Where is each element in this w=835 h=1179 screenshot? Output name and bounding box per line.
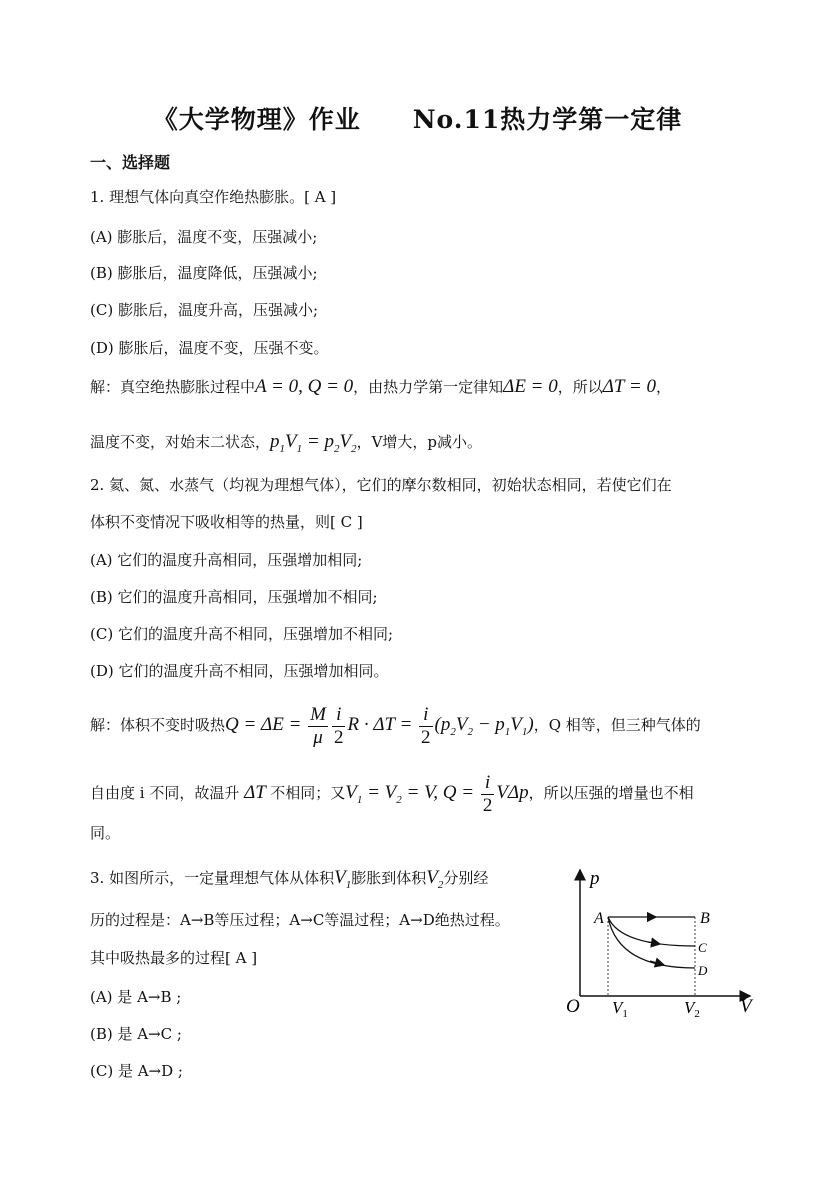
q2-sol-prefix: 解：体积不变时吸热	[90, 716, 226, 734]
q2-sol2-c: ，所以压强的增量也不相	[528, 784, 694, 802]
q2-option-c: (C) 它们的温度升高不相同，压强增加不相同;	[90, 625, 394, 643]
q2-frac-i-2b: $\frac{i}{2}$	[421, 703, 431, 748]
q1-stem: 1. 理想气体向真空作绝热膨胀。[ A ]	[90, 188, 337, 206]
q2-option-b: (B) 它们的温度升高相同，压强增加不相同;	[90, 588, 378, 606]
q1-option-d: (D) 膨胀后，温度不变，压强不变。	[90, 339, 329, 357]
q1-sol-mid: ，由热力学第一定律知	[353, 378, 504, 396]
section-heading: 一、选择题	[90, 153, 171, 172]
q1-eq-aq: A = 0, Q = 0	[255, 376, 354, 397]
point-a-label: A	[594, 910, 604, 927]
q2-sol-tail: ，Q 相等，但三种气体的	[533, 716, 701, 734]
q3-stem1c: 分别经	[443, 869, 489, 887]
page-title: 《大学物理》作业 No.11热力学第一定律	[152, 105, 683, 134]
q2-stem-line1: 2. 氦、氮、水蒸气（均视为理想气体），它们的摩尔数相同，初始状态相同，若使它们在	[90, 476, 672, 494]
q3-stem-line2: 历的过程是：A→B等压过程；A→C等温过程；A→D绝热过程。	[90, 911, 510, 929]
q3-stem1b: 膨胀到体积	[351, 869, 427, 887]
point-b-label: B	[700, 910, 710, 927]
q2-solution-line1	[90, 700, 701, 757]
q3-option-a: (A) 是 A→B ;	[90, 988, 182, 1006]
q1-sol-end: ，	[655, 378, 671, 396]
q1-solution-line2	[90, 432, 482, 459]
q3-stem-line3: 其中吸热最多的过程[ A ]	[90, 949, 258, 967]
q1-option-b: (B) 膨胀后，温度降低，压强减小;	[90, 264, 318, 282]
q2-eq-v: $V_1 = V_2 = V$, Q =	[345, 782, 479, 806]
q3-stem1: 3. 如图所示，一定量理想气体从体积	[90, 869, 335, 887]
q2-eq-q: Q = ΔE =	[225, 714, 307, 735]
q1-option-c: (C) 膨胀后，温度升高，压强减小;	[90, 301, 319, 319]
q1-solution-line1	[90, 377, 671, 397]
q2-option-d: (D) 它们的温度升高不相同，压强增加相同。	[90, 662, 389, 680]
q2-eq-pv: $(p_2V_2 - p_1V_1)$	[434, 714, 534, 738]
q2-sol2-a: 自由度 i 不同，故温升	[90, 784, 240, 802]
q2-option-a: (A) 它们的温度升高相同，压强增加相同;	[90, 551, 363, 569]
q3-v2: $V_2$	[426, 867, 444, 891]
q2-frac-m-mu: $\frac{M}{\mu}$	[310, 703, 326, 748]
q2-stem-line2: 体积不变情况下吸收相等的热量，则[ C ]	[90, 513, 363, 531]
q2-frac-i-2a: $\frac{i}{2}$	[333, 703, 344, 748]
q3-stem-line1	[90, 868, 488, 895]
q1-sol2-tail: ，V增大，p减小。	[356, 433, 482, 451]
q1-sol-prefix: 解：真空绝热膨胀过程中	[90, 378, 256, 396]
q2-eq-dt: ΔT	[239, 782, 271, 803]
q1-sol2-prefix: 温度不变，对始末二状态，	[90, 433, 271, 451]
tick-v1: $V_1$	[612, 998, 628, 1020]
isothermal-ac	[608, 917, 695, 946]
q3-v1: $V_1$	[334, 867, 352, 891]
p-label: p	[590, 868, 600, 889]
pv-diagram	[560, 860, 760, 1030]
q3-option-c: (C) 是 A→D ;	[90, 1062, 183, 1080]
q1-eq-dt: ΔT = 0	[602, 376, 656, 397]
q2-eq-vdp: VΔp	[496, 782, 529, 803]
q1-eq-de: ΔE = 0	[503, 376, 558, 397]
q1-eq-pv: $p_1V_1 = p_2V_2$	[270, 431, 357, 455]
q2-frac-i-2c: $\frac{i}{2}$	[482, 771, 493, 816]
q2-solution-line3: 同。	[90, 824, 121, 842]
origin-label: O	[566, 996, 580, 1017]
q1-sol-mid2: ，所以	[557, 378, 603, 396]
point-d-label: D	[698, 963, 708, 978]
point-c-label: C	[698, 940, 707, 955]
v-label: V	[740, 996, 752, 1017]
q1-option-a: (A) 膨胀后，温度不变，压强减小;	[90, 228, 318, 246]
q2-sol2-b: 不相同；又	[270, 784, 346, 802]
q2-eq-rdt: R · ΔT =	[347, 714, 418, 735]
q2-solution-line2	[90, 768, 694, 825]
q3-option-b: (B) 是 A→C ;	[90, 1025, 182, 1043]
tick-v2: $V_2$	[684, 998, 700, 1020]
